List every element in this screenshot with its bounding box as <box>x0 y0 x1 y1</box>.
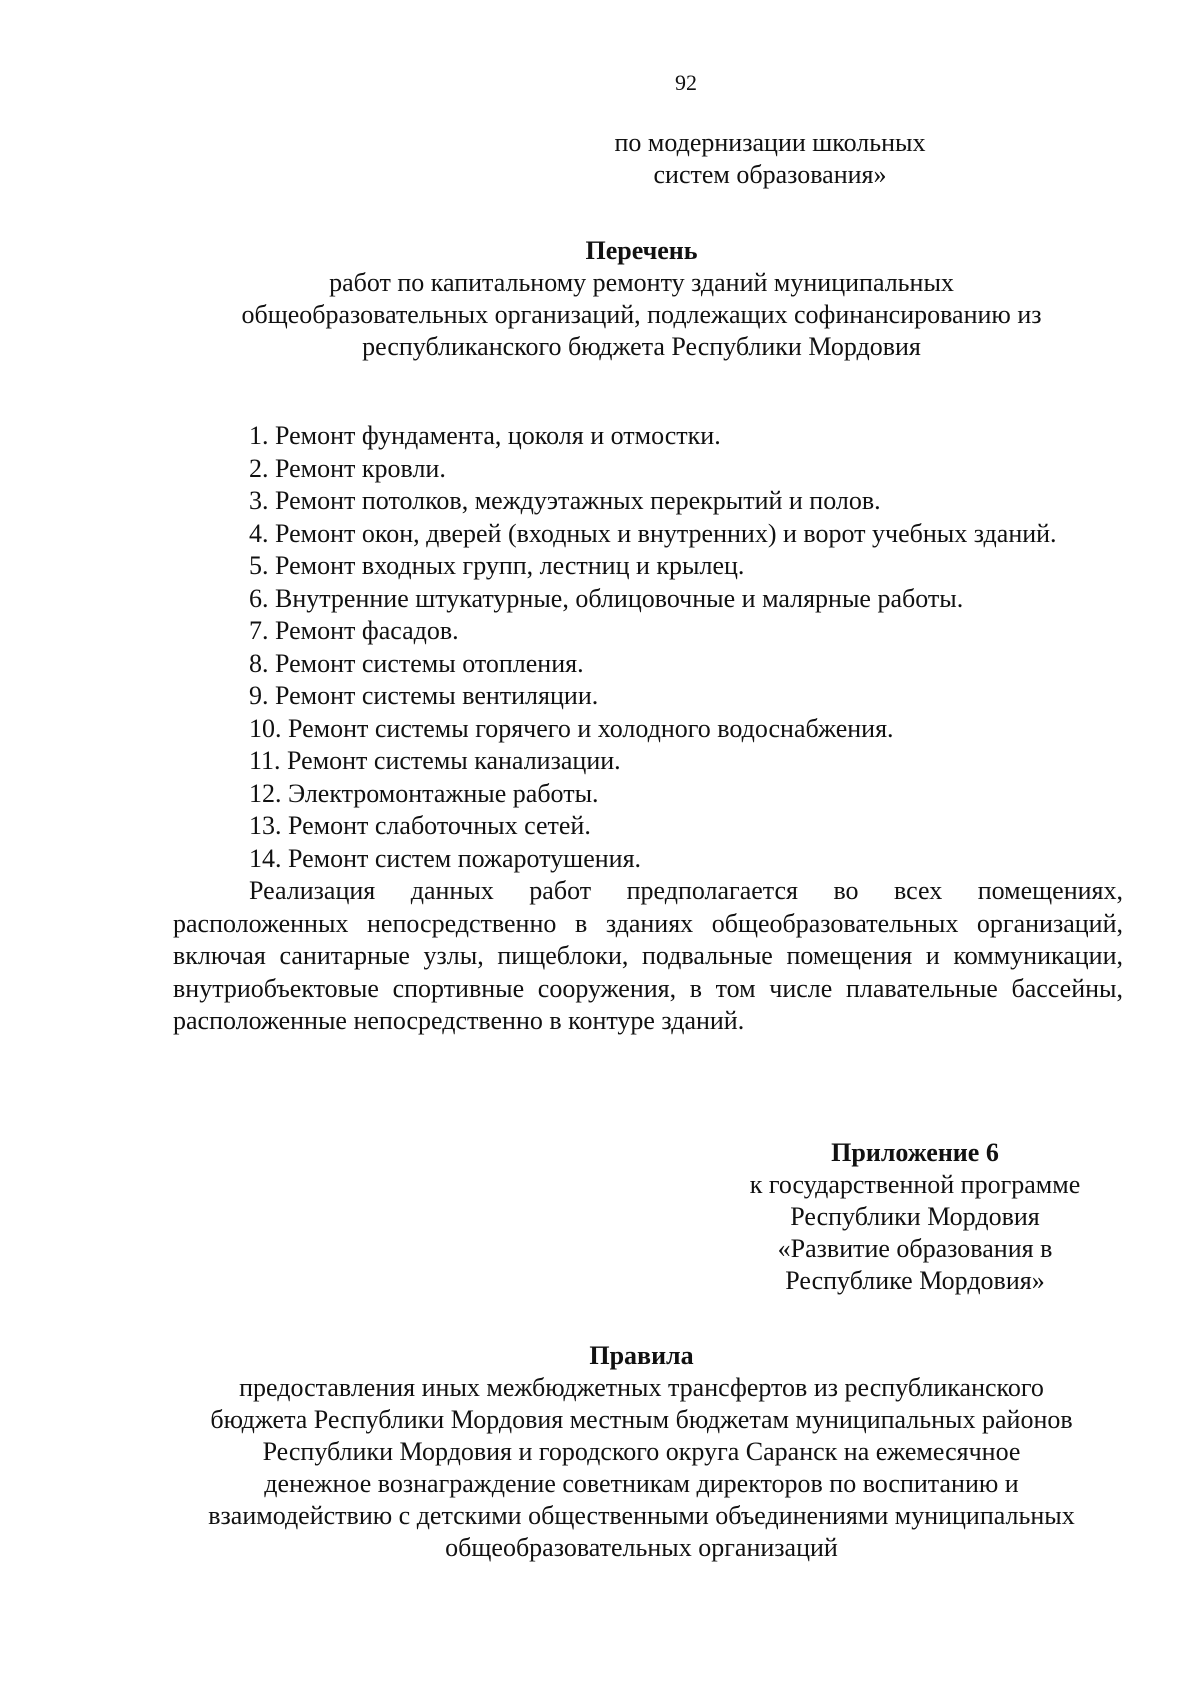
works-list-title: Перечень <box>585 236 698 265</box>
rules-subtitle-line: бюджета Республики Мордовия местным бюджетам муниципальных районов <box>210 1405 1073 1434</box>
list-item: 2. Ремонт кровли. <box>249 453 446 483</box>
rules-subtitle-line: предоставления иных межбюджетных трансфертов из республиканского <box>239 1373 1044 1402</box>
list-item: 7. Ремонт фасадов. <box>249 616 459 645</box>
rules-subtitle-line: денежное вознаграждение советникам директоров по воспитанию и <box>264 1469 1019 1498</box>
header-tail-line: систем образования» <box>653 160 887 189</box>
appendix-header <box>720 1137 1110 1297</box>
works-list-subtitle-line: работ по капитальному ремонту зданий муниципальных <box>329 268 954 297</box>
previous-appendix-header-tail <box>580 127 960 191</box>
appendix-line: Республике Мордовия» <box>785 1266 1045 1295</box>
rules-heading <box>160 1340 1123 1564</box>
rules-subtitle-line: взаимодействию с детскими общественными объединениями муниципальных <box>208 1501 1075 1530</box>
list-item: 11. Ремонт системы канализации. <box>249 746 621 775</box>
rules-subtitle-line: общеобразовательных организаций <box>445 1533 838 1562</box>
appendix-line: Республики Мордовия <box>790 1202 1040 1231</box>
works-list-body <box>173 420 1123 1038</box>
works-list-subtitle-line: общеобразовательных организаций, подлежащих софинансированию из <box>241 300 1042 329</box>
list-item: 6. Внутренние штукатурные, облицовочные и малярные работы. <box>249 583 964 613</box>
list-item: 1. Ремонт фундамента, цоколя и отмостки. <box>249 421 721 450</box>
closing-paragraph: Реализация данных работ предполагается во всех помещениях, расположенных непосредственно в зданиях общеобразовательных организаций, включая санитарные узлы, пищеблоки, подвальные помещения и коммуникации, внутриобъектовые спортивные сооружения, в том числе плавательные бассейны, расположенные непосредственно в контуре зданий. <box>173 876 1123 1035</box>
list-item: 5. Ремонт входных групп, лестниц и крылец. <box>249 551 745 580</box>
list-item: 10. Ремонт системы горячего и холодного водоснабжения. <box>249 713 894 743</box>
list-item: 9. Ремонт системы вентиляции. <box>249 681 599 710</box>
list-item: 4. Ремонт окон, дверей (входных и внутренних) и ворот учебных зданий. <box>249 518 1057 548</box>
appendix-line: к государственной программе <box>749 1170 1081 1199</box>
works-list-subtitle-line: республиканского бюджета Республики Мордовия <box>362 332 921 361</box>
list-item: 14. Ремонт систем пожаротушения. <box>249 843 642 873</box>
header-tail-line: по модернизации школьных <box>614 128 926 157</box>
list-item: 13. Ремонт слаботочных сетей. <box>249 811 591 840</box>
rules-title: Правила <box>589 1341 694 1370</box>
appendix-line: «Развитие образования в <box>777 1234 1053 1263</box>
works-list-heading <box>160 235 1123 363</box>
page-number: 92 <box>675 70 697 95</box>
list-item: 8. Ремонт системы отопления. <box>249 648 584 678</box>
list-item: 3. Ремонт потолков, междуэтажных перекрытий и полов. <box>249 486 881 515</box>
list-item: 12. Электромонтажные работы. <box>249 778 599 808</box>
appendix-title: Приложение 6 <box>831 1138 999 1167</box>
rules-subtitle-line: Республики Мордовия и городского округа Саранск на ежемесячное <box>262 1437 1021 1466</box>
